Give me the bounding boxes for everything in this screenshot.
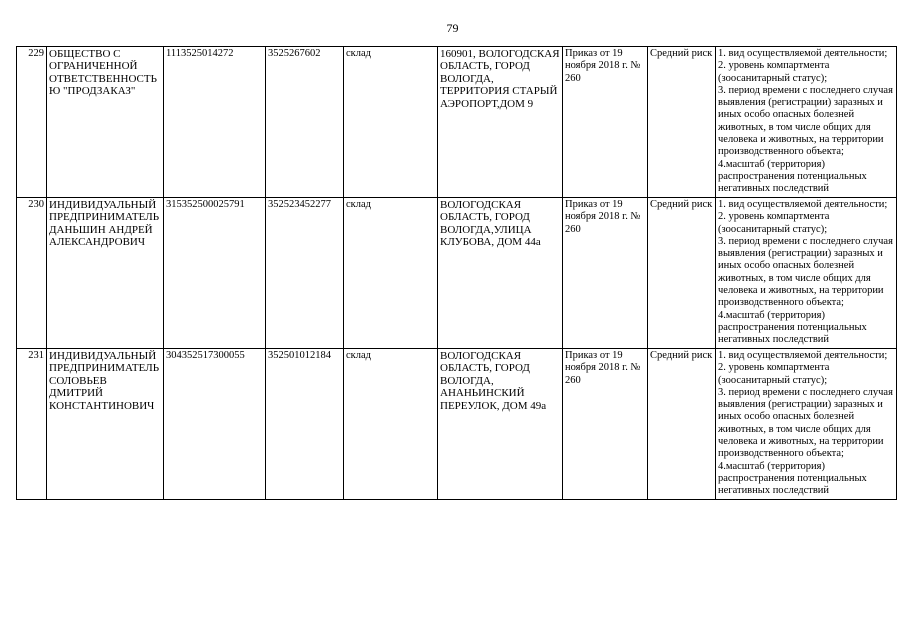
risk-category: Средний риск — [648, 47, 716, 198]
entity-name: ИНДИВИДУАЛЬНЫЙ ПРЕДПРИНИМАТЕЛЬ ДАНЬШИН АНДРЕЙ АЛЕКСАНДРОВИЧ — [47, 198, 164, 349]
criteria-item: 4.масштаб (территория) распространения потенциальных негативных последствий — [718, 460, 867, 497]
criteria-item: 3. период времени с последнего случая выявления (регистрации) заразных и иных особо опасных болезней животных, в том числе общих для человека и животных, на территории производственного объекта; — [718, 235, 893, 309]
criteria-item: 4.масштаб (территория) распространения потенциальных негативных последствий — [718, 309, 867, 346]
object-type: склад — [344, 198, 438, 349]
criteria-item: 3. период времени с последнего случая выявления (регистрации) заразных и иных особо опасных болезней животных, в том числе общих для человека и животных, на территории производственного объекта; — [718, 84, 893, 158]
address-cell: ВОЛОГОДСКАЯ ОБЛАСТЬ, ГОРОД ВОЛОГДА,УЛИЦА КЛУБОВА, ДОМ 44а — [438, 198, 563, 349]
criteria-item: 1. вид осуществляемой деятельности; — [718, 350, 888, 361]
inn-cell: 352501012184 — [266, 349, 344, 500]
row-number: 230 — [17, 198, 47, 349]
criteria-item: 2. уровень компартмента (зоосанитарный статус); — [718, 362, 830, 386]
row-number: 229 — [17, 47, 47, 198]
criteria-cell — [716, 349, 897, 500]
table-row — [17, 198, 897, 349]
order-cell: Приказ от 19 ноября 2018 г. № 260 — [563, 47, 648, 198]
criteria-item: 4.масштаб (территория) распространения потенциальных негативных последствий — [718, 158, 867, 195]
entity-name: ОБЩЕСТВО С ОГРАНИЧЕННОЙ ОТВЕТСТВЕННОСТЬ Ю "ПРОДЗАКАЗ" — [47, 47, 164, 198]
table-row — [17, 47, 897, 198]
criteria-item: 1. вид осуществляемой деятельности; — [718, 48, 888, 59]
criteria-item: 1. вид осуществляемой деятельности; — [718, 199, 888, 210]
ogrn-cell: 1113525014272 — [164, 47, 266, 198]
row-number: 231 — [17, 349, 47, 500]
object-type: склад — [344, 349, 438, 500]
order-cell: Приказ от 19 ноября 2018 г. № 260 — [563, 198, 648, 349]
criteria-item: 2. уровень компартмента (зоосанитарный статус); — [718, 211, 830, 235]
table-row — [17, 349, 897, 500]
inn-cell: 352523452277 — [266, 198, 344, 349]
page-number: 79 — [446, 21, 459, 35]
criteria-item: 2. уровень компартмента (зоосанитарный статус); — [718, 60, 830, 84]
inn-cell: 3525267602 — [266, 47, 344, 198]
criteria-item: 3. период времени с последнего случая выявления (регистрации) заразных и иных особо опасных болезней животных, в том числе общих для человека и животных, на территории производственного объекта; — [718, 386, 893, 460]
object-type: склад — [344, 47, 438, 198]
criteria-cell — [716, 198, 897, 349]
order-cell: Приказ от 19 ноября 2018 г. № 260 — [563, 349, 648, 500]
criteria-cell — [716, 47, 897, 198]
entity-name: ИНДИВИДУАЛЬНЫЙ ПРЕДПРИНИМАТЕЛЬ СОЛОВЬЕВ ДМИТРИЙ КОНСТАНТИНОВИЧ — [47, 349, 164, 500]
risk-category: Средний риск — [648, 198, 716, 349]
address-cell: 160901, ВОЛОГОДСКАЯ ОБЛАСТЬ, ГОРОД ВОЛОГДА, ТЕРРИТОРИЯ СТАРЫЙ АЭРОПОРТ,ДОМ 9 — [438, 47, 563, 198]
ogrn-cell: 304352517300055 — [164, 349, 266, 500]
address-cell: ВОЛОГОДСКАЯ ОБЛАСТЬ, ГОРОД ВОЛОГДА, АНАНЬИНСКИЙ ПЕРЕУЛОК, ДОМ 49а — [438, 349, 563, 500]
risk-category: Средний риск — [648, 349, 716, 500]
ogrn-cell: 315352500025791 — [164, 198, 266, 349]
registry-table — [16, 46, 897, 500]
